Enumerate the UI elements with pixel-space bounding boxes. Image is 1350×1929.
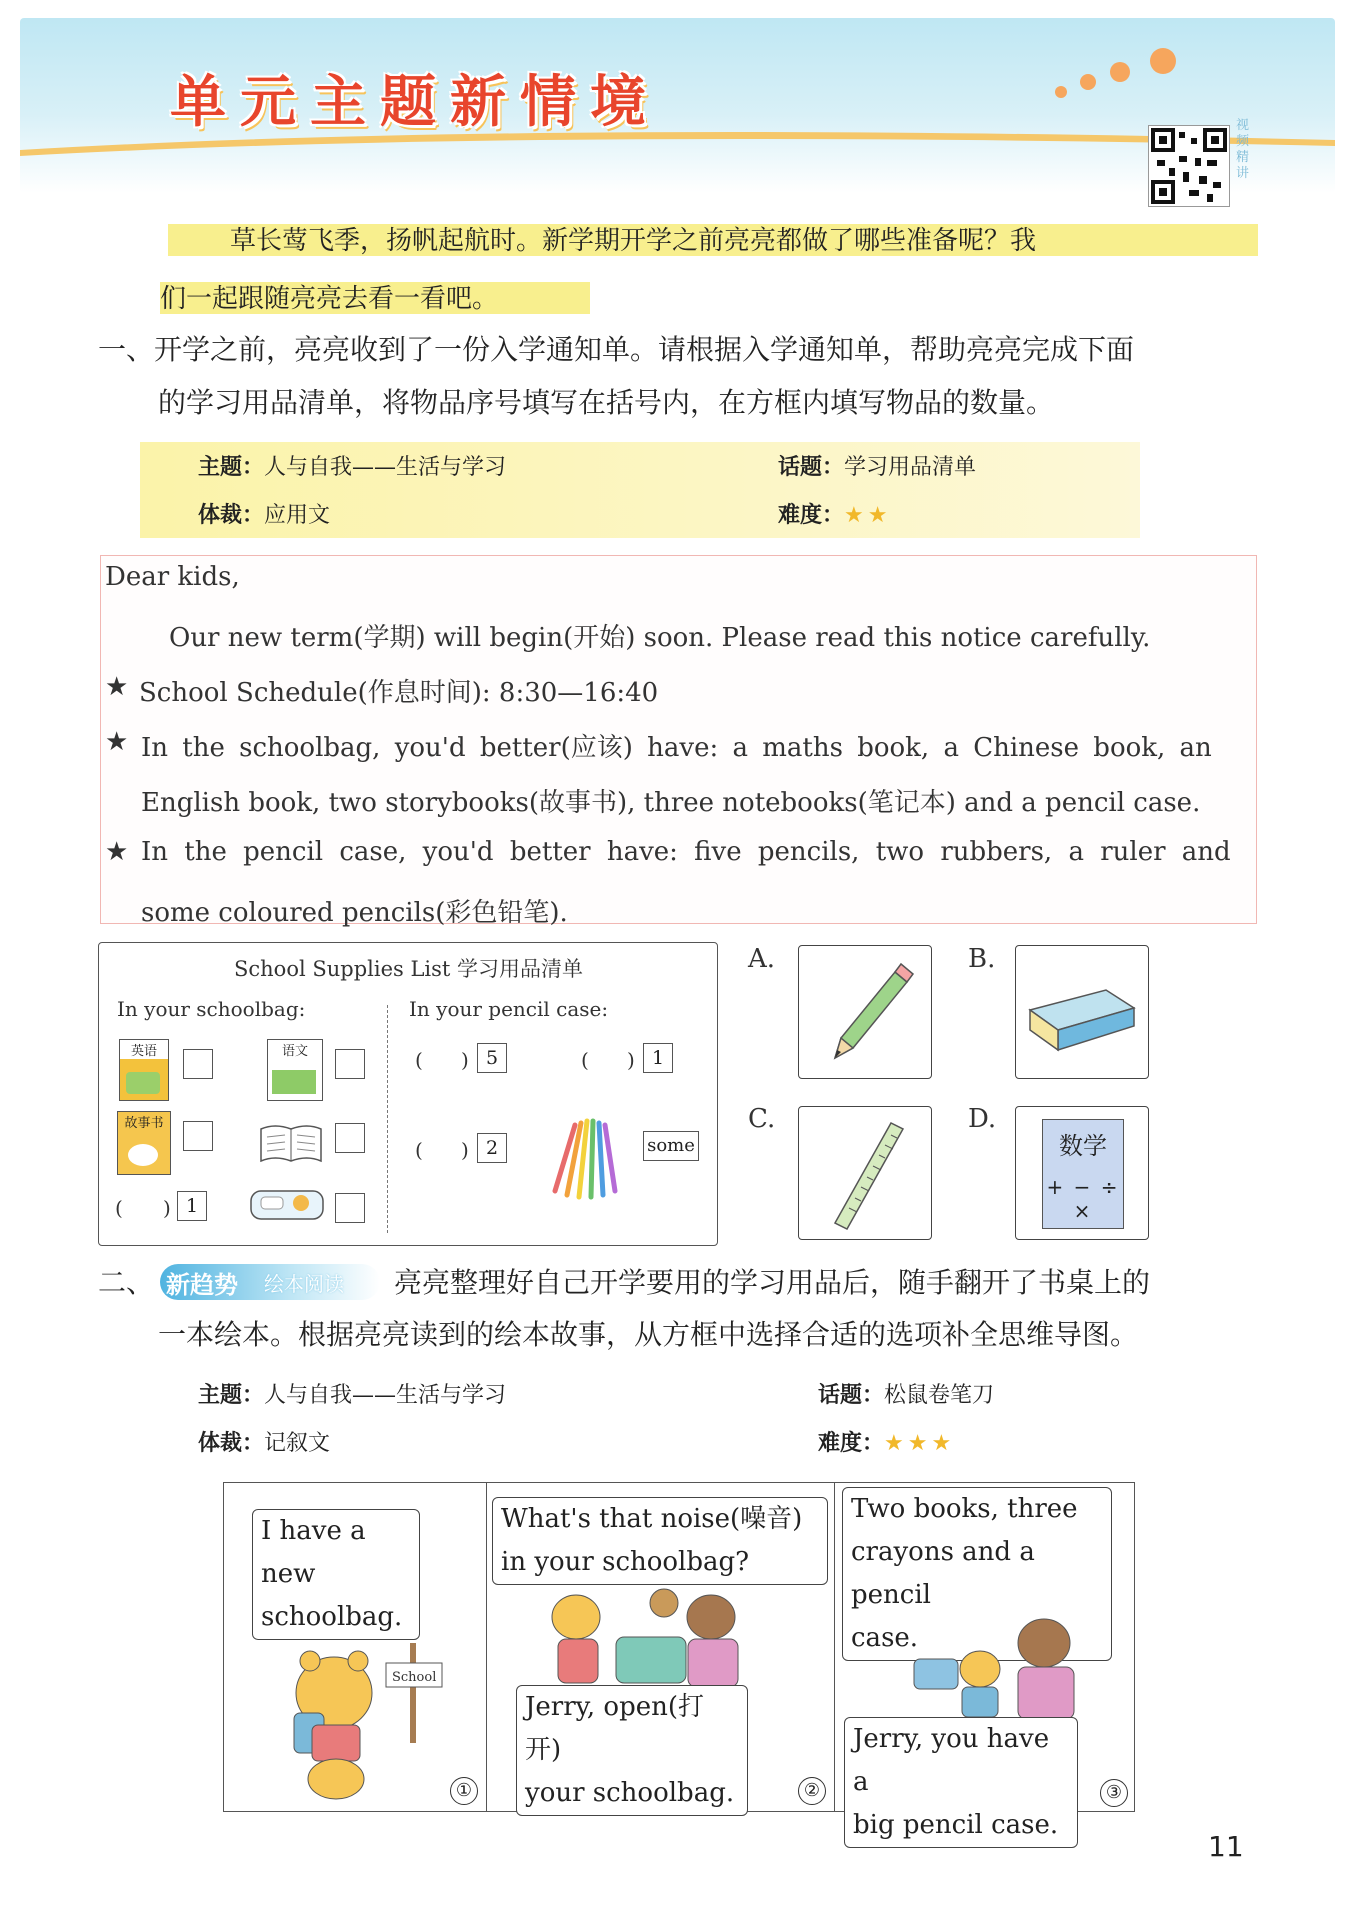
star-icon: ★ (105, 727, 129, 757)
trend-badge-sub: 绘本阅读 (264, 1272, 344, 1296)
comic-panel-1 (224, 1483, 487, 1811)
star-icon: ★ (105, 837, 129, 867)
section1-genre: 体裁：应用文 (198, 503, 331, 528)
ruler-icon (799, 1107, 931, 1239)
panel1-number: ① (450, 1777, 478, 1805)
paren-close: ) (461, 1048, 469, 1072)
comic-panel-3 (834, 1483, 1132, 1840)
option-a-pencil[interactable] (798, 945, 932, 1079)
bears-with-pencil-case-illustration (894, 1613, 1114, 1723)
section2-line-1: 亮亮整理好自己开学要用的学习用品后，随手翻开了书桌上的 (394, 1266, 1151, 1299)
storybook-icon: 故事书 (117, 1111, 171, 1175)
panel3-speech-bubble-2: Jerry, you have a big pencil case. (844, 1717, 1078, 1848)
english-book-count-box[interactable] (183, 1049, 213, 1079)
panel3-speech-bubble-1: Two books, three crayons and a pencil case. (842, 1487, 1112, 1661)
school-supplies-list (98, 942, 718, 1246)
rubber-icon (1016, 946, 1148, 1078)
school-notice (100, 555, 1257, 928)
section2-theme: 主题：人与自我——生活与学习 (198, 1383, 507, 1408)
pencil-case-icon (249, 1183, 325, 1223)
schoolbag-label: In your schoolbag: (117, 997, 306, 1021)
svg-text:School: School (392, 1670, 437, 1685)
section2-line-2: 一本绘本。根据亮亮读到的绘本故事，从方框中选择合适的选项补全思维导图。 (158, 1318, 1139, 1351)
option-a-label: A. (748, 944, 776, 974)
notice-greeting: Dear kids, (105, 562, 240, 592)
difficulty-stars-icon: ★★★ (884, 1431, 956, 1456)
picture-book-comic (223, 1482, 1135, 1840)
notice-line-1: Our new term(学期) will begin(开始) soon. Please read this notice carefully. (169, 623, 1151, 653)
coloured-pencils-count-box[interactable]: some (643, 1131, 699, 1161)
pencils-count-box[interactable]: 5 (477, 1043, 507, 1073)
chinese-book-icon: 语文 (267, 1039, 323, 1101)
section2-prefix: 二、 (98, 1266, 155, 1299)
section1-topic: 话题：学习用品清单 (778, 455, 977, 480)
intro-text (160, 212, 1260, 328)
paren-close: ) (461, 1138, 469, 1162)
section1-line-2: 的学习用品清单，将物品序号填写在括号内，在方框内填写物品的数量。 (158, 386, 1055, 419)
section2-topic: 话题：松鼠卷笔刀 (818, 1383, 995, 1408)
trend-badge-label: 新趋势 (166, 1271, 238, 1299)
pencilcase-label: In your pencil case: (409, 997, 609, 1021)
paren-close: ) (627, 1048, 635, 1072)
section2-difficulty: 难度：★★★ (818, 1431, 956, 1456)
intro-line-1: 草长莺飞季，扬帆起航时。新学期开学之前亮亮都做了哪些准备呢？我 (230, 226, 1037, 256)
section2-genre: 体裁：记叙文 (198, 1431, 331, 1456)
pencilcase-item-count-box[interactable] (335, 1193, 365, 1223)
page-number: 11 (1208, 1830, 1244, 1863)
notice-line-3: In the schoolbag, you'd better(应该) have: a maths book, a Chinese book, an (141, 733, 1212, 763)
pencil-icon (799, 946, 931, 1078)
paren-close: ) (163, 1196, 171, 1220)
paren-open: ( (415, 1138, 423, 1162)
english-book-icon: 英语 (119, 1039, 169, 1101)
maths-book-icon: 数学 + − ÷ × (1042, 1119, 1124, 1229)
page-title: 单元主题新情境 (170, 69, 660, 135)
ruler-count-box[interactable]: 1 (643, 1043, 673, 1073)
option-c-ruler[interactable] (798, 1106, 932, 1240)
paren-open: ( (581, 1048, 589, 1072)
chinese-book-count-box[interactable] (335, 1049, 365, 1079)
comic-panel-2 (486, 1483, 835, 1811)
notice-line-4: English book, two storybooks(故事书), three notebooks(笔记本) and a pencil case. (141, 788, 1201, 818)
notebook-icon (259, 1121, 323, 1165)
intro-line-2: 们一起跟随亮亮去看一看吧。 (160, 284, 499, 314)
coloured-pencils-icon (547, 1117, 633, 1203)
panel1-speech-bubble: I have a new schoolbag. (252, 1509, 420, 1640)
option-c-label: C. (748, 1104, 776, 1134)
star-icon: ★ (105, 672, 129, 702)
notice-line-5: In the pencil case, you'd better have: five pencils, two rubbers, a ruler and (141, 837, 1231, 867)
panel3-number: ③ (1100, 1779, 1128, 1807)
option-b-label: B. (968, 944, 996, 974)
panel2-number: ② (798, 1777, 826, 1805)
option-d-maths-book[interactable] (1015, 1106, 1149, 1240)
section1-theme: 主题：人与自我——生活与学习 (198, 455, 507, 480)
supplies-title: School Supplies List 学习用品清单 (234, 957, 584, 981)
bears-and-schoolbag-illustration (536, 1583, 766, 1693)
option-b-rubber[interactable] (1015, 945, 1149, 1079)
notebook-count-box[interactable] (335, 1123, 365, 1153)
panel2-speech-bubble-2: Jerry, open(打开) your schoolbag. (516, 1685, 748, 1816)
paren-open: ( (115, 1196, 123, 1220)
storybook-count-box[interactable] (183, 1121, 213, 1151)
bear-with-schoolbag-illustration (254, 1603, 464, 1803)
section1-line-1: 一、开学之前，亮亮收到了一份入学通知单。请根据入学通知单，帮助亮亮完成下面 (98, 333, 1135, 366)
panel2-speech-bubble-1: What's that noise(噪音) in your schoolbag? (492, 1497, 828, 1585)
notice-line-6: some coloured pencils(彩色铅笔). (141, 898, 568, 928)
option-d-label: D. (968, 1104, 997, 1134)
notice-line-2: School Schedule(作息时间): 8:30—16:40 (139, 678, 659, 708)
pencilcase-count-box[interactable]: 1 (177, 1191, 207, 1221)
list-divider (387, 1005, 388, 1233)
qr-caption: 视频精讲 (1236, 118, 1250, 181)
paren-open: ( (415, 1048, 423, 1072)
rubbers-count-box[interactable]: 2 (477, 1133, 507, 1163)
qr-code-icon[interactable] (1148, 125, 1230, 207)
difficulty-stars-icon: ★★ (844, 503, 892, 528)
section1-difficulty: 难度：★★ (778, 503, 892, 528)
